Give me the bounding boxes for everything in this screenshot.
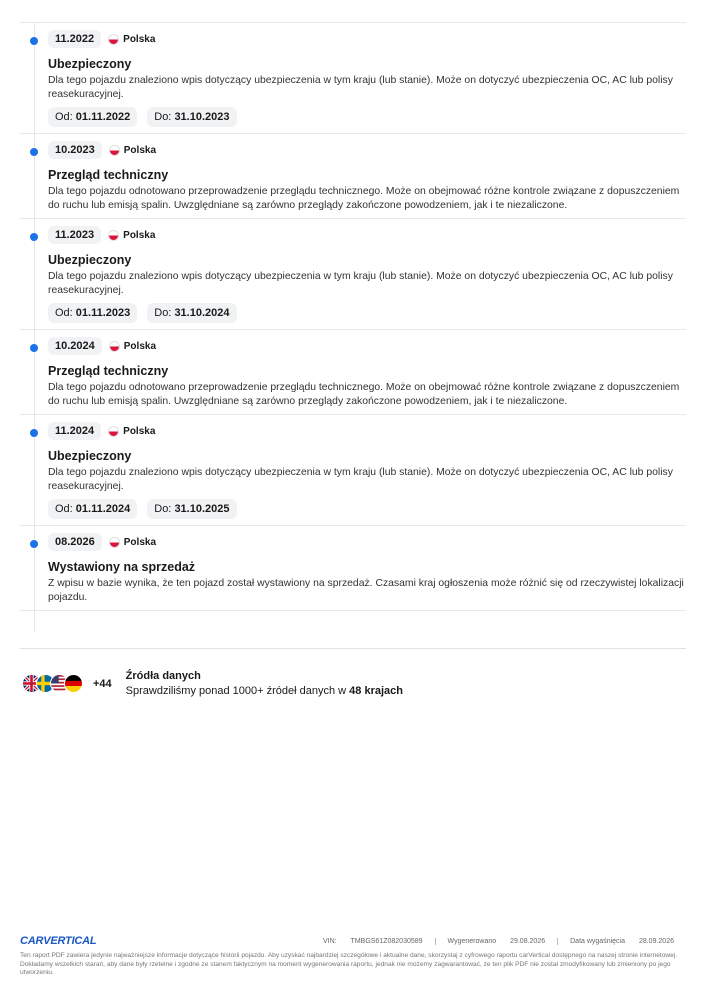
- poland-flag-icon: [108, 426, 119, 437]
- period-from: Od: 01.11.2022: [48, 107, 137, 127]
- period-from: Od: 01.11.2023: [48, 303, 137, 323]
- timeline-dot: [30, 233, 38, 241]
- entry-country: Polska: [123, 144, 157, 156]
- more-countries-count: +44: [93, 677, 112, 690]
- timeline-dot: [30, 429, 38, 437]
- generated-info: Wygenerowano 29.08.2026: [435, 938, 558, 945]
- entry-date: 11.2023: [48, 226, 101, 244]
- period-from: Od: 01.11.2024: [48, 499, 137, 519]
- entry-title: Ubezpieczony: [48, 57, 132, 71]
- sources-title: Źródła danych: [125, 670, 201, 682]
- entry-date: 10.2024: [48, 337, 102, 355]
- vin-value: TMBGS61Z082030589: [350, 937, 423, 945]
- poland-flag-icon: [108, 34, 119, 45]
- entry-title: Ubezpieczony: [48, 449, 132, 463]
- timeline-dot: [30, 148, 38, 156]
- country-flags: [22, 674, 78, 693]
- sources-description: Sprawdziliśmy ponad 1000+ źródeł danych w 48 krajach: [125, 685, 403, 697]
- entry-date: 08.2026: [48, 533, 102, 551]
- entry-country: Polska: [123, 340, 157, 352]
- generated-date: 29.08.2026: [510, 937, 546, 945]
- entry-description: Dla tego pojazdu odnotowano przeprowadzenie przeglądu technicznego. Może on obejmować różne kontrole związane z dopuszczeniem do ruchu lub emisją spalin. Uwzględniane są zarówno przeglądy zakończone powodzeniem, jak i te niezaliczone.: [48, 382, 680, 407]
- carvertical-logo: CARVERTICAL: [20, 935, 97, 947]
- data-sources: [22, 670, 403, 697]
- footer-disclaimer: Ten raport PDF zawiera jedynie najważniejsze informacje dotyczące historii pojazdu. Aby uzyskać najbardziej szczegółowe i aktualne dane, skorzystaj z cyfrowego raportu carVertical dostępnego na naszej stronie internetowej. Dokładamy wszelkich starań, aby dane były rzetelne i zgodne ze stanem faktycznym na moment wygenerowania raportu, jednak nie możemy zagwarantować, że ten plik PDF nie został zmodyfikowany lub zmieniony po jego utworzeniu.: [20, 952, 678, 977]
- timeline-entry: [20, 525, 686, 610]
- entry-country: Polska: [123, 229, 156, 241]
- timeline-entry: [20, 218, 686, 329]
- entry-date: 11.2022: [48, 30, 101, 48]
- entry-description: Dla tego pojazdu znaleziono wpis dotyczący ubezpieczenia w tym kraju (lub stanie). Może on dotyczyć ubezpieczenia OC, AC lub polisy reasekuracyjnej.: [48, 467, 673, 492]
- poland-flag-icon: [109, 341, 120, 352]
- entry-title: Przegląd techniczny: [48, 364, 169, 378]
- germany-flag-icon: [64, 674, 83, 693]
- timeline-end-divider: [20, 610, 686, 611]
- vin-info: VIN: TMBGS61Z082030589: [311, 938, 435, 945]
- expiry-info: Data wygaśnięcia 28.09.2026: [557, 938, 686, 945]
- poland-flag-icon: [109, 537, 120, 548]
- expiry-date: 28.09.2026: [638, 937, 674, 945]
- entry-date: 10.2023: [48, 141, 102, 159]
- entry-country: Polska: [123, 425, 156, 437]
- period-to: Do: 31.10.2023: [147, 107, 236, 127]
- entry-country: Polska: [123, 33, 156, 45]
- period-to: Do: 31.10.2024: [147, 303, 236, 323]
- poland-flag-icon: [108, 230, 119, 241]
- history-timeline: [20, 22, 686, 611]
- report-meta: [311, 938, 686, 945]
- timeline-dot: [30, 540, 38, 548]
- entry-description: Z wpisu w bazie wynika, że ten pojazd został wystawiony na sprzedaż. Czasami kraj ogłoszenia może różnić się od rzeczywistej lokalizacji pojazdu.: [48, 578, 684, 603]
- entry-description: Dla tego pojazdu znaleziono wpis dotyczący ubezpieczenia w tym kraju (lub stanie). Może on dotyczyć ubezpieczenia OC, AC lub polisy reasekuracyjnej.: [48, 271, 673, 296]
- entry-title: Wystawiony na sprzedaż: [48, 560, 196, 574]
- poland-flag-icon: [109, 145, 120, 156]
- entry-description: Dla tego pojazdu odnotowano przeprowadzenie przeglądu technicznego. Może on obejmować różne kontrole związane z dopuszczeniem do ruchu lub emisją spalin. Uwzględniane są zarówno przeglądy zakończone powodzeniem, jak i te niezaliczone.: [48, 186, 680, 211]
- entry-date: 11.2024: [48, 422, 101, 440]
- timeline-entry: [20, 133, 686, 218]
- timeline-entry: [20, 414, 686, 525]
- timeline-dot: [30, 344, 38, 352]
- page-footer: [20, 935, 686, 978]
- timeline-entry: [20, 329, 686, 414]
- timeline-entry: [20, 22, 686, 133]
- period-to: Do: 31.10.2025: [147, 499, 236, 519]
- entry-description: Dla tego pojazdu znaleziono wpis dotyczący ubezpieczenia w tym kraju (lub stanie). Może on dotyczyć ubezpieczenia OC, AC lub polisy reasekuracyjnej.: [48, 75, 673, 100]
- entry-title: Ubezpieczony: [48, 253, 132, 267]
- entry-title: Przegląd techniczny: [48, 168, 169, 182]
- timeline-dot: [30, 37, 38, 45]
- entry-country: Polska: [123, 536, 157, 548]
- sources-divider: [20, 648, 686, 649]
